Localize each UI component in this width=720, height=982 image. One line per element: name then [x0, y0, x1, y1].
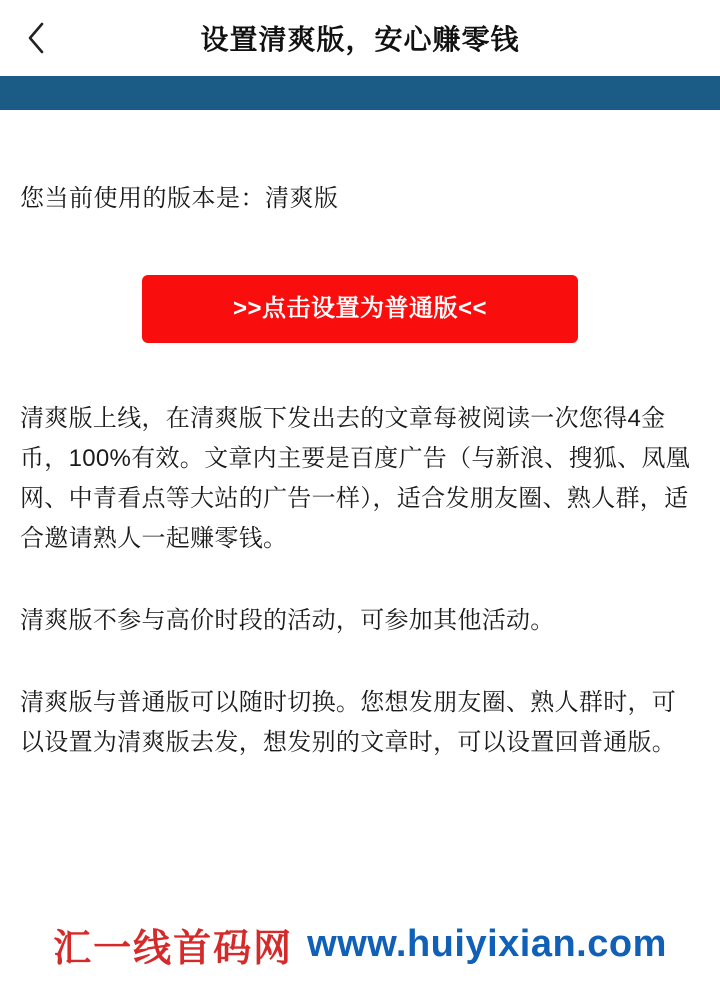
- watermark-url: www.huiyixian.com: [307, 923, 667, 965]
- current-version-label: 您当前使用的版本是：清爽版: [20, 185, 339, 212]
- cta-container: [20, 275, 700, 343]
- description-paragraph-1: 清爽版上线，在清爽版下发出去的文章每被阅读一次您得4金币，100%有效。文章内主要是百度广告（与新浪、搜狐、凤凰网、中青看点等大站的广告一样），适合发朋友圈、熟人群，适合邀请熟人一起赚零钱。: [20, 405, 691, 552]
- main-content: [0, 178, 720, 763]
- watermark-brand: 汇一线首码网: [53, 928, 294, 970]
- blue-divider-bar: [0, 76, 720, 110]
- chevron-left-icon: [26, 21, 46, 55]
- switch-to-normal-version-button[interactable]: >>点击设置为普通版<<: [142, 275, 578, 343]
- description-paragraph-2: 清爽版不参与高价时段的活动，可参加其他活动。: [20, 607, 555, 634]
- page-title: 设置清爽版，安心赚零钱: [200, 24, 520, 55]
- app-header: [0, 0, 720, 76]
- description-paragraph-3: 清爽版与普通版可以随时切换。您想发朋友圈、熟人群时，可以设置为清爽版去发，想发别的文章时，可以设置回普通版。: [20, 689, 677, 756]
- back-button[interactable]: [18, 20, 54, 56]
- watermark: [0, 917, 720, 972]
